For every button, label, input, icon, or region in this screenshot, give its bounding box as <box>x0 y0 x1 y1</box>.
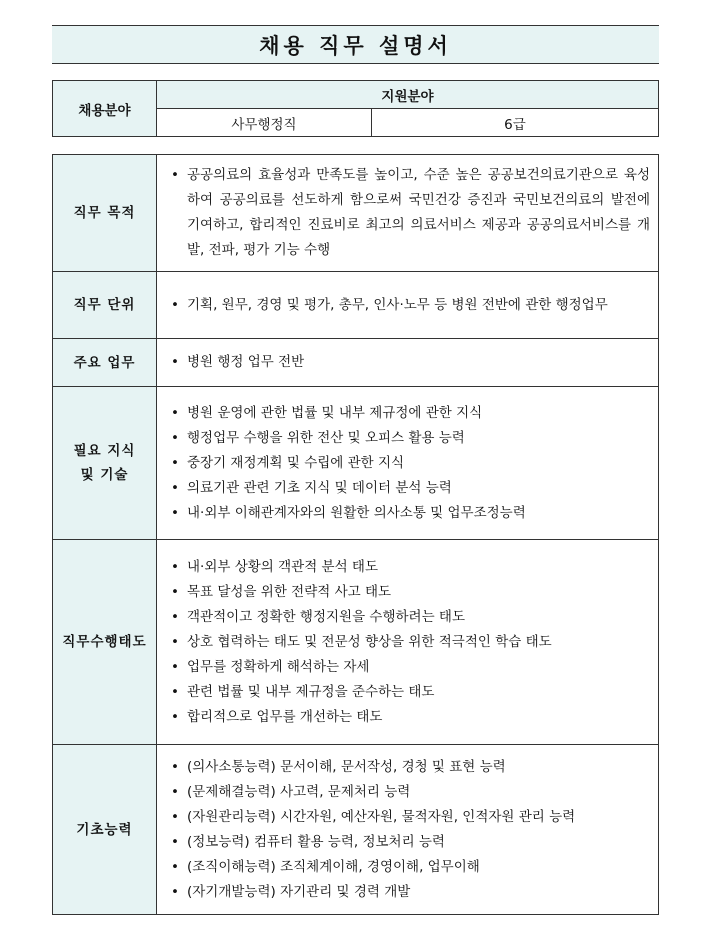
list-item: • 병원 운영에 관한 법률 및 내부 제규정에 관한 지식 <box>165 401 650 426</box>
section-label: 직무수행태도 <box>53 540 157 745</box>
list-item: • 내·외부 이해관계자와의 원활한 의사소통 및 업무조정능력 <box>165 501 650 526</box>
section-content <box>157 155 659 272</box>
recruitment-field-label: 채용분야 <box>53 81 157 137</box>
job-description-table <box>52 154 659 915</box>
list-item: • 병원 행정 업무 전반 <box>165 350 650 375</box>
document-title: 채용 직무 설명서 <box>259 33 452 58</box>
document-title-bar <box>52 25 659 64</box>
list-item: • 내·외부 상황의 객관적 분석 태도 <box>165 555 650 580</box>
section-label: 기초능력 <box>53 745 157 915</box>
section-content <box>157 272 659 339</box>
list-item: • (조직이해능력) 조직체계이해, 경영이해, 업무이해 <box>165 855 650 880</box>
list-item: • 합리적으로 업무를 개선하는 태도 <box>165 705 650 730</box>
section-label: 필요 지식 및 기술 <box>53 387 157 540</box>
list-item: • (정보능력) 컴퓨터 활용 능력, 정보처리 능력 <box>165 830 650 855</box>
section-label: 직무 단위 <box>53 272 157 339</box>
list-item: • 객관적이고 정확한 행정지원을 수행하려는 태도 <box>165 605 650 630</box>
section-row <box>53 155 659 272</box>
list-item: • 공공의료의 효율성과 만족도를 높이고, 수준 높은 공공보건의료기관으로 육성하여 공공의료를 선도하게 함으로써 국민건강 증진과 국민보건의료의 발전에 기여하고, 합리적인 진료비로 최고의 의료서비스 제공과 공공의료서비스를 개발, 전파, 평가 기능 수행 <box>165 163 650 263</box>
list-item: • 관련 법률 및 내부 제규정을 준수하는 태도 <box>165 680 650 705</box>
section-content <box>157 339 659 387</box>
list-item: • 행정업무 수행을 위한 전산 및 오피스 활용 능력 <box>165 426 650 451</box>
section-row <box>53 339 659 387</box>
apply-field-label: 지원분야 <box>157 81 659 109</box>
list-item: • 목표 달성을 위한 전략적 사고 태도 <box>165 580 650 605</box>
list-item: • (자기개발능력) 자기관리 및 경력 개발 <box>165 880 650 905</box>
section-label: 주요 업무 <box>53 339 157 387</box>
list-item: • 상호 협력하는 태도 및 전문성 향상을 위한 적극적인 학습 태도 <box>165 630 650 655</box>
list-item: • (문제해결능력) 사고력, 문제처리 능력 <box>165 780 650 805</box>
section-row <box>53 272 659 339</box>
list-item: • 의료기관 관련 기초 지식 및 데이터 분석 능력 <box>165 476 650 501</box>
section-row <box>53 745 659 915</box>
section-row <box>53 387 659 540</box>
recruitment-table <box>52 80 659 137</box>
section-content <box>157 387 659 540</box>
section-label: 직무 목적 <box>53 155 157 272</box>
section-row <box>53 540 659 745</box>
list-item: • 기획, 원무, 경영 및 평가, 총무, 인사·노무 등 병원 전반에 관한 행정업무 <box>165 293 650 318</box>
job-grade: 6급 <box>372 109 659 137</box>
section-content <box>157 540 659 745</box>
list-item: • 중장기 재정계획 및 수립에 관한 지식 <box>165 451 650 476</box>
section-content <box>157 745 659 915</box>
list-item: • 업무를 정확하게 해석하는 자세 <box>165 655 650 680</box>
list-item: • (의사소통능력) 문서이해, 문서작성, 경청 및 표현 능력 <box>165 755 650 780</box>
list-item: • (자원관리능력) 시간자원, 예산자원, 물적자원, 인적자원 관리 능력 <box>165 805 650 830</box>
job-name: 사무행정직 <box>157 109 372 137</box>
